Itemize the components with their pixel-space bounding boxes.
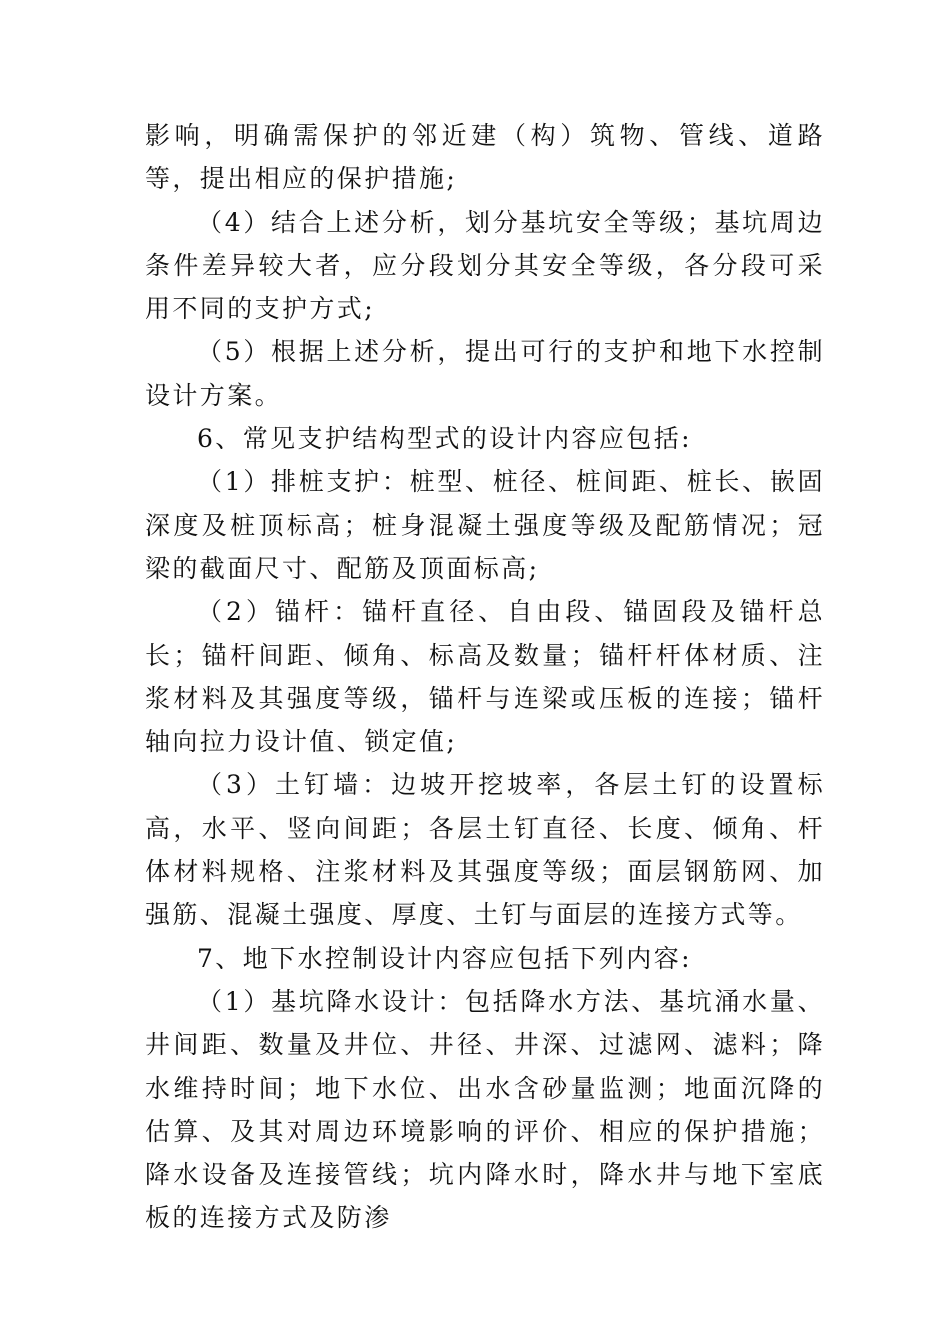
paragraph-item-5: （5）根据上述分析，提出可行的支护和地下水控制设计方案。 — [145, 337, 825, 410]
paragraph-dewatering: （1）基坑降水设计：包括降水方法、基坑涌水量、井间距、数量及井位、井径、井深、过滤网、滤料；降水维持时间；地下水位、出水含砂量监测；地面沉降的估算、及其对周边环境影响的评价、相应的保护措施；降水设备及连接管线；坑内降水时，降水井与地下室底板的连接方式及防渗 — [145, 986, 825, 1233]
paragraph-item-4: （4）结合上述分析，划分基坑安全等级；基坑周边条件差异较大者，应分段划分其安全等级，各分段可采用不同的支护方式; — [145, 207, 825, 324]
section-heading-7: 7、地下水控制设计内容应包括下列内容: — [197, 943, 692, 973]
section-heading-6: 6、常见支护结构型式的设计内容应包括: — [197, 424, 692, 454]
paragraph-soil-nail-wall: （3）土钉墙：边坡开挖坡率，各层土钉的设置标高，水平、竖向间距；各层土钉直径、长度、倾角、杆体材料规格、注浆材料及其强度等级；面层钢筋网、加强筋、混凝土强度、厚度、土钉与面层的连接方式等。 — [145, 770, 825, 930]
paragraph-pile-support: （1）排桩支护：桩型、桩径、桩间距、桩长、嵌固深度及桩顶标高；桩身混凝土强度等级及配筋情况；冠梁的截面尺寸、配筋及顶面标高; — [145, 467, 825, 583]
paragraph-anchor: （2）锚杆：锚杆直径、自由段、锚固段及锚杆总长；锚杆间距、倾角、标高及数量；锚杆杆体材质、注浆材料及其强度等级，锚杆与连梁或压板的连接；锚杆轴向拉力设计值、锁定值; — [145, 597, 825, 757]
document-body — [145, 114, 825, 1240]
paragraph-continuation: 影响，明确需保护的邻近建（构）筑物、管线、道路等，提出相应的保护措施; — [145, 121, 825, 194]
